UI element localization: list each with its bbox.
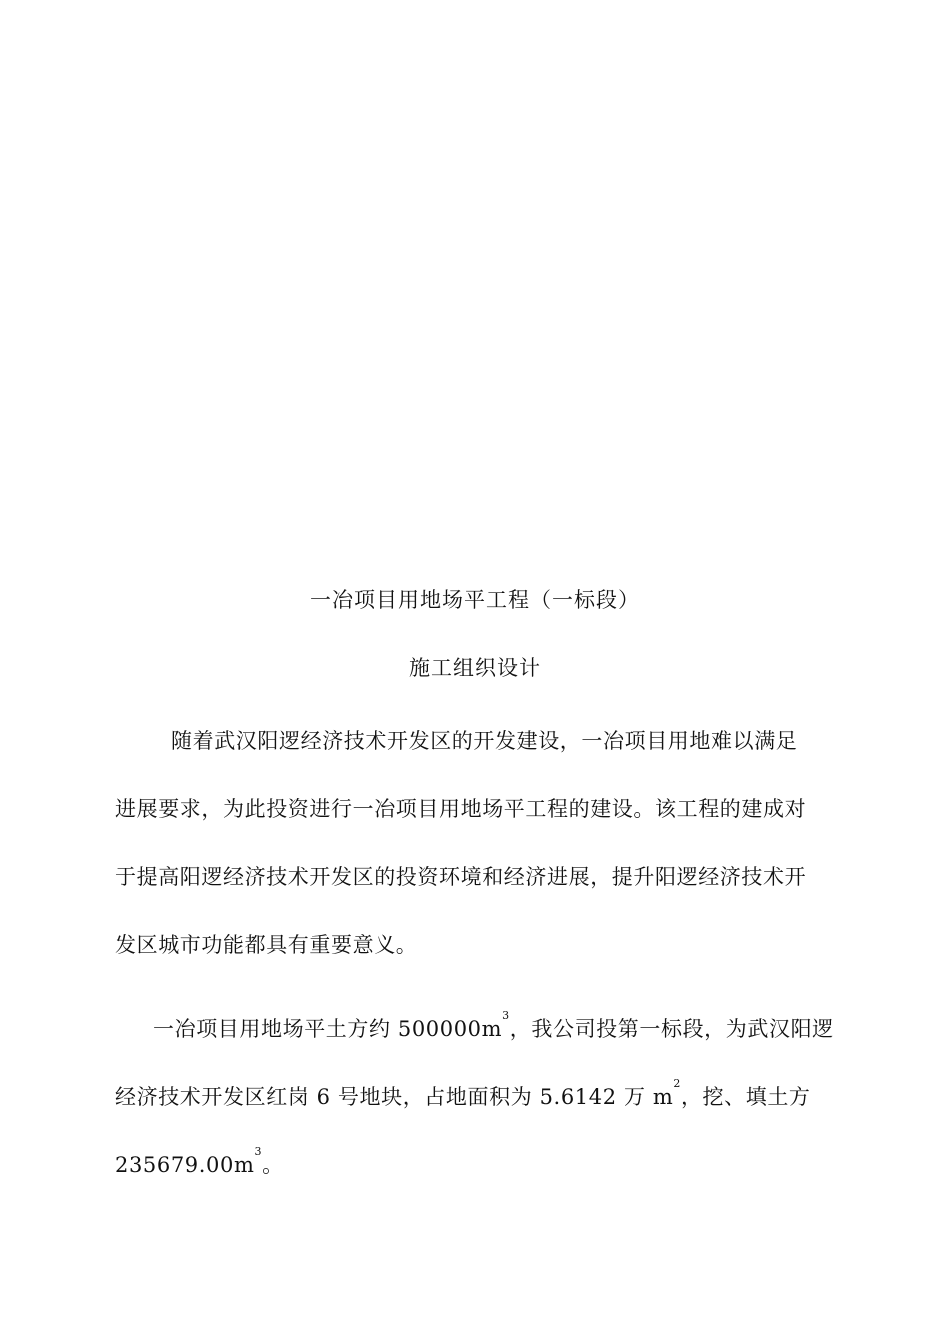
paragraph-line xyxy=(115,1145,837,1220)
text-segment: 经济技术开发区红岗 6 号地块，占地面积为 5.6142 万 m xyxy=(115,1085,674,1109)
paragraph-line: 随着武汉阳逻经济技术开发区的开发建设，一冶项目用地难以满足 xyxy=(171,729,798,753)
paragraph-line xyxy=(115,1077,837,1152)
document-subtitle: 施工组织设计 xyxy=(409,656,541,680)
paragraph-line: 发区城市功能都具有重要意义。 xyxy=(115,933,418,957)
document-title: 一冶项目用地场平工程（一标段） xyxy=(310,588,640,612)
text-segment: 。 xyxy=(262,1153,284,1177)
superscript: 3 xyxy=(254,1145,263,1158)
paragraph-intro xyxy=(115,728,837,1000)
paragraph-line xyxy=(115,1009,837,1084)
superscript: 2 xyxy=(673,1077,681,1090)
paragraph-line: 于提高阳逻经济技术开发区的投资环境和经济进展，提升阳逻经济技术开 xyxy=(115,865,807,889)
text-segment: ，我公司投第一标段，为武汉阳逻 xyxy=(509,1017,834,1041)
paragraph-line: 进展要求，为此投资进行一冶项目用地场平工程的建设。该工程的建成对 xyxy=(115,797,807,821)
text-segment: ，挖、填土方 xyxy=(680,1085,811,1109)
text-segment: 235679.00m xyxy=(115,1153,255,1177)
paragraph-scope xyxy=(115,1009,837,1220)
superscript: 3 xyxy=(502,1009,510,1022)
text-segment: 一冶项目用地场平土方约 500000m xyxy=(153,1017,503,1041)
